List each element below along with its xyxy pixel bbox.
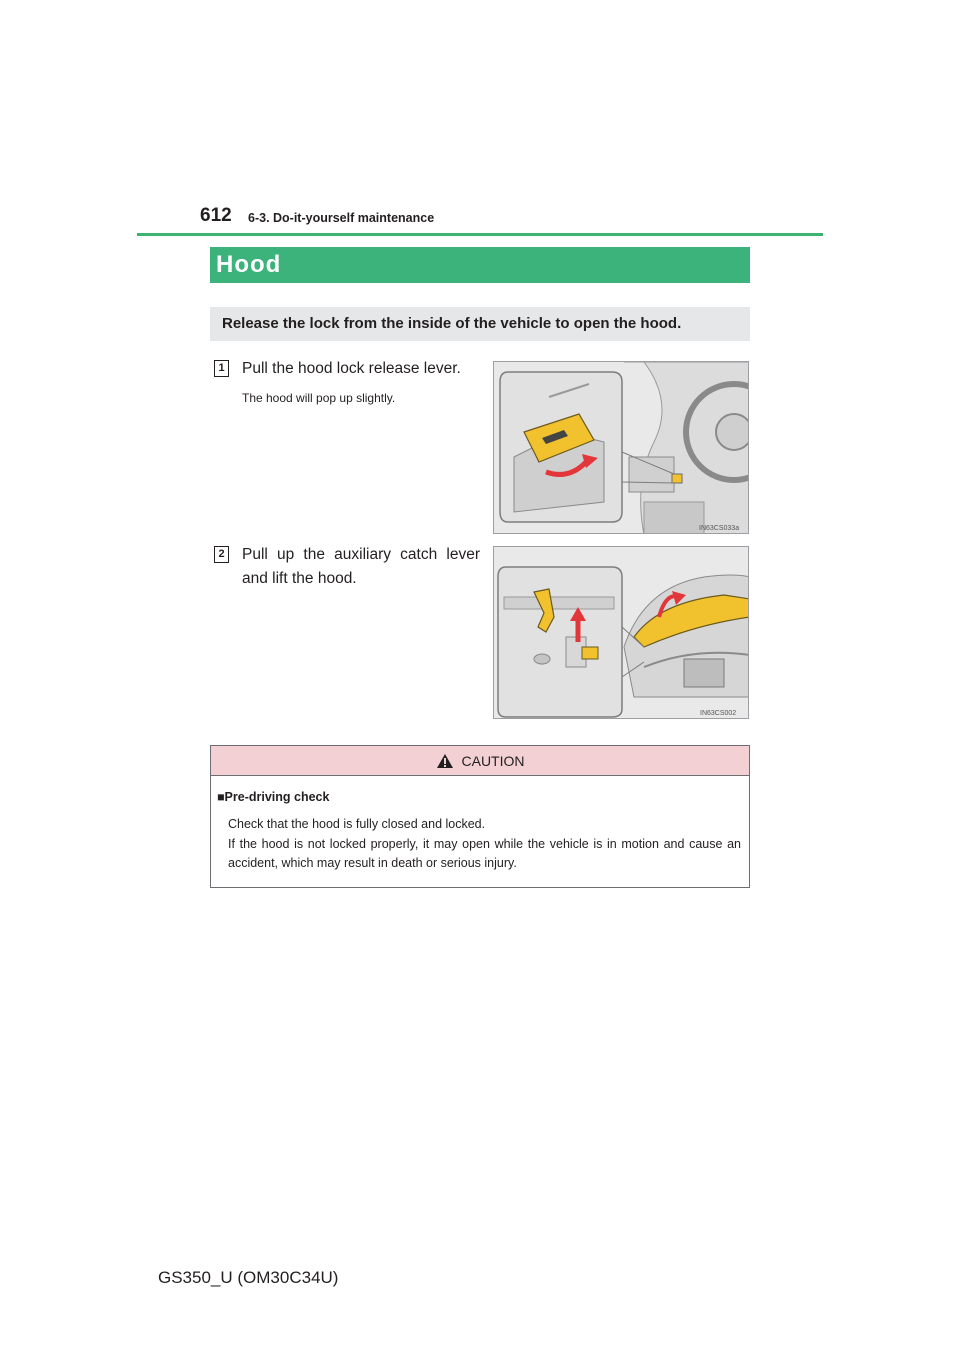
auxiliary-catch-lever-illustration <box>494 547 749 719</box>
caution-subheading: ■Pre-driving check <box>217 790 330 804</box>
auxiliary-catch-lever-figure <box>493 546 749 719</box>
caution-title: CAUTION <box>461 752 525 769</box>
caution-line-2: If the hood is not locked properly, it may open while the vehicle is in motion and cause an accident, which may result in death or serious injury. <box>228 836 741 870</box>
hood-release-lever-figure <box>493 361 749 534</box>
step-1-note: The hood will pop up slightly. <box>242 391 396 405</box>
step-2-badge: 2 <box>214 546 229 563</box>
figure-1-code: IN63CS033a <box>699 525 740 532</box>
intro-text: Release the lock from the inside of the vehicle to open the hood. <box>210 307 750 341</box>
step-2-text-line1: Pull up the auxiliary catch lever <box>242 546 480 563</box>
warning-triangle-icon <box>436 753 454 769</box>
page-title: Hood <box>210 247 750 283</box>
section-label: 6-3. Do-it-yourself maintenance <box>248 211 435 225</box>
step-2-text-line2: and lift the hood. <box>242 570 357 587</box>
footer-model-code: GS350_U (OM30C34U) <box>158 1268 339 1287</box>
caution-line-1: Check that the hood is fully closed and locked. <box>228 817 486 831</box>
hood-release-lever-illustration <box>494 362 749 534</box>
figure-2-code: IN63CS002 <box>700 710 737 717</box>
header-rule <box>137 233 823 236</box>
caution-box <box>210 745 750 888</box>
caution-body <box>228 815 741 874</box>
page-number: 612 <box>200 205 232 226</box>
step-1-badge: 1 <box>214 360 229 377</box>
step-1-text: Pull the hood lock release lever. <box>242 360 461 377</box>
caution-header <box>211 746 749 776</box>
